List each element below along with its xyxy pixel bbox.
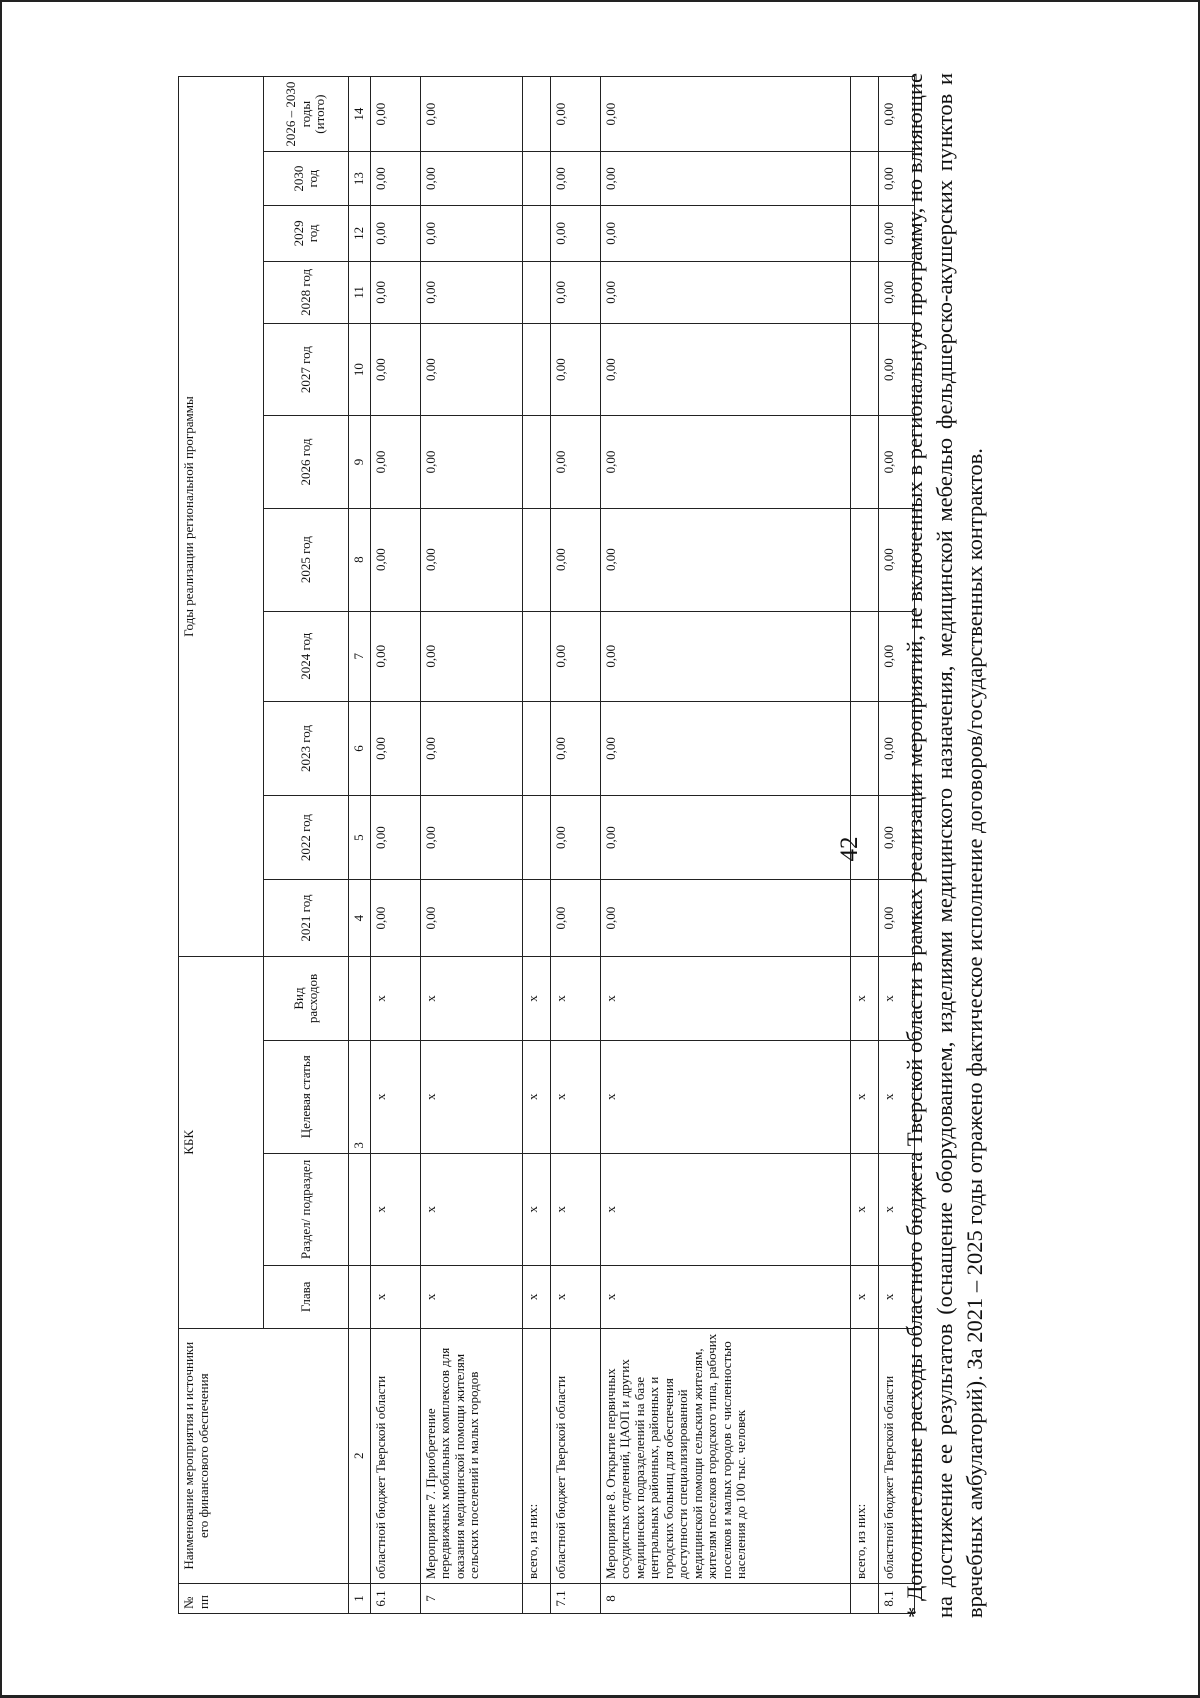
kbk-cell: х bbox=[600, 1266, 850, 1328]
row-number: 7 bbox=[420, 1583, 522, 1613]
row-number: 7.1 bbox=[550, 1583, 600, 1613]
value-cell: 0,00 bbox=[600, 701, 850, 795]
column-index-cell: 2 bbox=[349, 1328, 371, 1583]
kbk-cell: х bbox=[370, 1040, 420, 1153]
value-cell: 0,00 bbox=[878, 416, 914, 508]
value-cell: 0,00 bbox=[420, 152, 522, 206]
kbk-cell: х bbox=[550, 957, 600, 1041]
kbk-cell: х bbox=[522, 957, 550, 1041]
col-header-year-6: 2027 год bbox=[264, 324, 349, 416]
col-header-kbk-3: Вид расходов bbox=[264, 957, 349, 1041]
table-row bbox=[420, 77, 522, 1614]
value-cell: 0,00 bbox=[370, 261, 420, 323]
column-index-cell bbox=[349, 957, 371, 1041]
kbk-cell: х bbox=[878, 1153, 914, 1266]
value-cell bbox=[522, 205, 550, 261]
col-header-kbk: КБК bbox=[179, 957, 264, 1328]
table-row bbox=[550, 77, 600, 1614]
kbk-cell: х bbox=[550, 1153, 600, 1266]
value-cell: 0,00 bbox=[420, 796, 522, 880]
value-cell bbox=[522, 324, 550, 416]
column-index-cell: 10 bbox=[349, 324, 371, 416]
value-cell: 0,00 bbox=[550, 77, 600, 152]
value-cell: 0,00 bbox=[420, 701, 522, 795]
value-cell: 0,00 bbox=[878, 205, 914, 261]
column-index-cell: 5 bbox=[349, 796, 371, 880]
col-header-year-7: 2028 год bbox=[264, 261, 349, 323]
value-cell: 0,00 bbox=[878, 261, 914, 323]
col-header-year-1: 2022 год bbox=[264, 796, 349, 880]
value-cell bbox=[522, 152, 550, 206]
column-index-cell: 4 bbox=[349, 879, 371, 956]
table-row bbox=[522, 77, 550, 1614]
footnote: * Дополнительные расходы областного бюджета Тверской области в рамках реализации мероприятий, не включенных в региональную программу, но влияющие на достижение ее результатов (оснащение оборудованием, изделиями медицинского назначения, медицинской мебелью фельдшерско-акушерских пунктов и врачебных амбулаторий). За 2021 – 2025 годы отражено фактическое исполнение договоров/государственных контрактов. bbox=[902, 73, 987, 1618]
column-index-cell: 9 bbox=[349, 416, 371, 508]
column-index-row bbox=[349, 77, 371, 1614]
col-header-year-8: 2029 год bbox=[264, 205, 349, 261]
value-cell: 0,00 bbox=[420, 611, 522, 701]
row-name: Мероприятие 7. Приобретение передвижных мобильных комплексов для оказания медицинской помощи жителям сельских поселений и малых городов bbox=[420, 1328, 522, 1583]
kbk-cell: х bbox=[600, 957, 850, 1041]
column-index-cell: 11 bbox=[349, 261, 371, 323]
value-cell: 0,00 bbox=[370, 77, 420, 152]
value-cell: 0,00 bbox=[370, 508, 420, 611]
col-header-year-0: 2021 год bbox=[264, 879, 349, 956]
page-number: 42 bbox=[836, 836, 863, 862]
kbk-cell: х bbox=[420, 1040, 522, 1153]
col-header-year-2: 2023 год bbox=[264, 701, 349, 795]
kbk-cell: х bbox=[550, 1266, 600, 1328]
value-cell: 0,00 bbox=[600, 611, 850, 701]
col-header-year-9: 2030 год bbox=[264, 152, 349, 206]
kbk-cell: х bbox=[522, 1040, 550, 1153]
value-cell: 0,00 bbox=[550, 205, 600, 261]
col-header-name: Наименование мероприятия и источники его финансового обеспечения bbox=[179, 1328, 349, 1583]
value-cell: 0,00 bbox=[370, 879, 420, 956]
value-cell bbox=[522, 261, 550, 323]
value-cell: 0,00 bbox=[878, 77, 914, 152]
value-cell: 0,00 bbox=[420, 416, 522, 508]
value-cell: 0,00 bbox=[420, 205, 522, 261]
value-cell bbox=[522, 77, 550, 152]
value-cell: 0,00 bbox=[878, 879, 914, 956]
col-header-years: Годы реализации региональной программы bbox=[179, 77, 264, 957]
value-cell: 0,00 bbox=[370, 152, 420, 206]
row-name: всего, из них: bbox=[850, 1328, 878, 1583]
value-cell bbox=[522, 508, 550, 611]
value-cell: 0,00 bbox=[420, 261, 522, 323]
column-index-cell: 3 bbox=[349, 1040, 371, 1153]
value-cell: 0,00 bbox=[550, 611, 600, 701]
value-cell bbox=[522, 416, 550, 508]
value-cell: 0,00 bbox=[370, 611, 420, 701]
value-cell: 0,00 bbox=[550, 261, 600, 323]
value-cell bbox=[522, 611, 550, 701]
value-cell: 0,00 bbox=[878, 796, 914, 880]
value-cell bbox=[522, 701, 550, 795]
kbk-cell: х bbox=[370, 1153, 420, 1266]
row-number: 8.1 bbox=[878, 1583, 914, 1613]
value-cell: 0,00 bbox=[370, 701, 420, 795]
value-cell: 0,00 bbox=[600, 879, 850, 956]
column-index-cell: 13 bbox=[349, 152, 371, 206]
table-row bbox=[370, 77, 420, 1614]
value-cell: 0,00 bbox=[878, 611, 914, 701]
row-name: всего, из них: bbox=[522, 1328, 550, 1583]
row-name: Мероприятие 8. Открытие первичных сосудистых отделений, ЦАОП и других медицинских подразделений на базе центральных районных, районных и городских больниц для обеспечения доступности специализированной медицинской помощи сельским жителям, жителям поселков городского типа, рабочих поселков и малых городов с численностью населения до 100 тыс. человек bbox=[600, 1328, 850, 1583]
column-index-cell: 7 bbox=[349, 611, 371, 701]
value-cell: 0,00 bbox=[878, 701, 914, 795]
col-header-kbk-0: Глава bbox=[264, 1266, 349, 1328]
kbk-cell: х bbox=[420, 1153, 522, 1266]
value-cell: 0,00 bbox=[600, 324, 850, 416]
value-cell: 0,00 bbox=[550, 416, 600, 508]
value-cell: 0,00 bbox=[600, 205, 850, 261]
kbk-cell: х bbox=[420, 957, 522, 1041]
value-cell: 0,00 bbox=[878, 324, 914, 416]
row-number: 6.1 bbox=[370, 1583, 420, 1613]
value-cell: 0,00 bbox=[550, 324, 600, 416]
value-cell: 0,00 bbox=[600, 77, 850, 152]
value-cell: 0,00 bbox=[370, 324, 420, 416]
value-cell: 0,00 bbox=[420, 324, 522, 416]
column-index-cell: 1 bbox=[349, 1583, 371, 1613]
kbk-cell: х bbox=[370, 1266, 420, 1328]
budget-table bbox=[178, 76, 915, 1614]
value-cell: 0,00 bbox=[878, 508, 914, 611]
value-cell: 0,00 bbox=[550, 879, 600, 956]
kbk-cell: х bbox=[878, 957, 914, 1041]
value-cell bbox=[522, 879, 550, 956]
value-cell: 0,00 bbox=[600, 416, 850, 508]
value-cell: 0,00 bbox=[600, 796, 850, 880]
column-index-cell: 14 bbox=[349, 77, 371, 152]
col-header-year-5: 2026 год bbox=[264, 416, 349, 508]
table-row bbox=[600, 77, 850, 1614]
value-cell: 0,00 bbox=[370, 416, 420, 508]
col-header-year-10: 2026 – 2030 годы (итого) bbox=[264, 77, 349, 152]
value-cell: 0,00 bbox=[420, 77, 522, 152]
value-cell: 0,00 bbox=[600, 152, 850, 206]
value-cell: 0,00 bbox=[600, 508, 850, 611]
kbk-cell: х bbox=[600, 1040, 850, 1153]
col-header-kbk-1: Раздел/ подраздел bbox=[264, 1153, 349, 1266]
col-header-year-3: 2024 год bbox=[264, 611, 349, 701]
value-cell: 0,00 bbox=[420, 879, 522, 956]
kbk-cell: х bbox=[878, 1040, 914, 1153]
column-index-cell: 6 bbox=[349, 701, 371, 795]
value-cell: 0,00 bbox=[370, 205, 420, 261]
kbk-cell: х bbox=[850, 1040, 878, 1153]
kbk-cell: х bbox=[420, 1266, 522, 1328]
value-cell: 0,00 bbox=[878, 152, 914, 206]
kbk-cell: х bbox=[850, 1153, 878, 1266]
row-name: областной бюджет Тверской области bbox=[370, 1328, 420, 1583]
col-header-kbk-2: Целевая статья bbox=[264, 1040, 349, 1153]
value-cell: 0,00 bbox=[600, 261, 850, 323]
row-number bbox=[522, 1583, 550, 1613]
value-cell: 0,00 bbox=[550, 796, 600, 880]
value-cell: 0,00 bbox=[550, 508, 600, 611]
kbk-cell: х bbox=[878, 1266, 914, 1328]
kbk-cell: х bbox=[550, 1040, 600, 1153]
row-number: 8 bbox=[600, 1583, 850, 1613]
value-cell: 0,00 bbox=[550, 152, 600, 206]
col-header-no: № пп bbox=[179, 1583, 349, 1613]
col-header-year-4: 2025 год bbox=[264, 508, 349, 611]
kbk-cell: х bbox=[370, 957, 420, 1041]
column-index-cell: 12 bbox=[349, 205, 371, 261]
column-index-cell: 8 bbox=[349, 508, 371, 611]
kbk-cell: х bbox=[522, 1153, 550, 1266]
kbk-cell: х bbox=[850, 957, 878, 1041]
kbk-cell: х bbox=[522, 1266, 550, 1328]
value-cell: 0,00 bbox=[370, 796, 420, 880]
row-name: областной бюджет Тверской области bbox=[550, 1328, 600, 1583]
value-cell: 0,00 bbox=[420, 508, 522, 611]
column-index-cell bbox=[349, 1153, 371, 1266]
kbk-cell: х bbox=[600, 1153, 850, 1266]
value-cell bbox=[522, 796, 550, 880]
value-cell: 0,00 bbox=[550, 701, 600, 795]
row-name: областной бюджет Тверской области bbox=[878, 1328, 914, 1583]
kbk-cell: х bbox=[850, 1266, 878, 1328]
column-index-cell bbox=[349, 1266, 371, 1328]
